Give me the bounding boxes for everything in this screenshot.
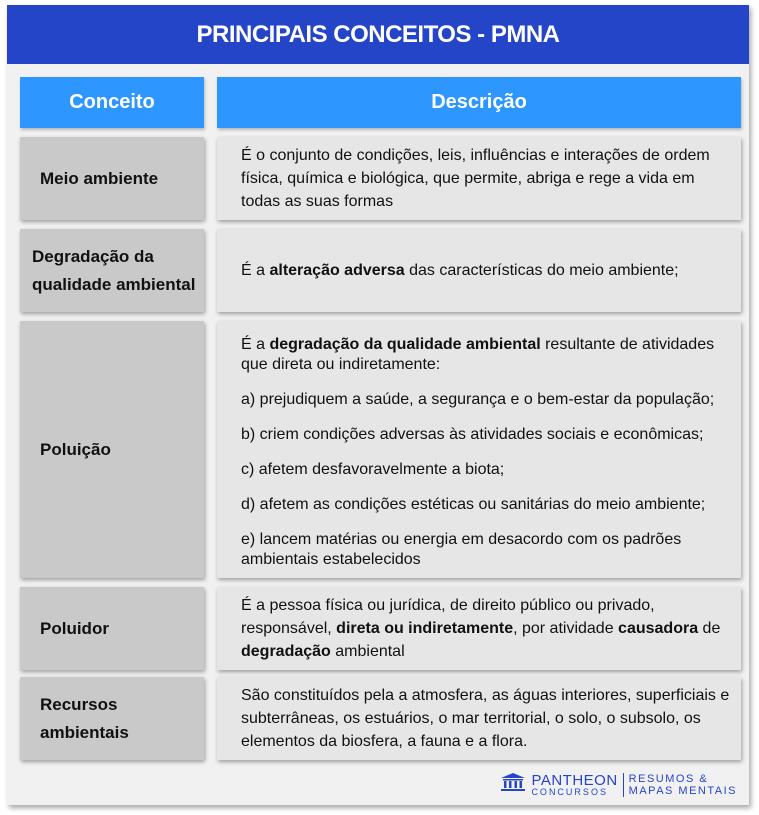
concept-poluidor bbox=[20, 587, 204, 670]
brand-logo bbox=[500, 772, 737, 797]
concept-poluicao bbox=[20, 321, 204, 578]
concept-degradacao bbox=[20, 229, 204, 312]
list-item: b) criem condições adversas às atividades sociais e econômicas; bbox=[241, 426, 704, 443]
description-intro: É a degradação da qualidade ambiental resultante de atividades que direta ou indiretamente: bbox=[241, 336, 715, 373]
concept-label-line1: Recursos bbox=[40, 694, 118, 714]
list-item: d) afetem as condições estéticas ou sanitárias do meio ambiente; bbox=[241, 496, 706, 513]
emphasis-text: alteração adversa bbox=[269, 262, 405, 279]
brand-tagline-line2: MAPAS MENTAIS bbox=[628, 784, 737, 797]
list-item: a) prejudiquem a saúde, a segurança e o bem-estar da população; bbox=[241, 391, 715, 408]
description-meio-ambiente bbox=[217, 137, 741, 220]
description-text: É a pessoa física ou jurídica, de direito público ou privado, responsável, direta ou indiretamente, por atividade causadora de degradação ambiental bbox=[241, 597, 721, 660]
brand-name: PANTHEON bbox=[531, 771, 618, 789]
concepts-card bbox=[7, 5, 749, 805]
pantheon-temple-icon bbox=[500, 772, 526, 797]
description-recursos bbox=[217, 677, 741, 760]
description-degradacao bbox=[217, 229, 741, 312]
emphasis-text: direta ou indiretamente bbox=[336, 620, 514, 637]
brand-tagline-line1: RESUMOS & bbox=[628, 772, 709, 785]
header-concept: Conceito bbox=[20, 77, 204, 128]
emphasis-text: degradação bbox=[241, 643, 331, 660]
header-description: Descrição bbox=[217, 77, 741, 128]
concept-label-line1: Degradação da bbox=[32, 246, 154, 266]
description-text: São constituídos pela a atmosfera, as águas interiores, superficiais e subterrâneas, os estuários, o mar territorial, o solo, o subsolo, os elementos da biosfera, a fauna e a flora. bbox=[241, 687, 730, 750]
page-title: PRINCIPAIS CONCEITOS - PMNA bbox=[7, 5, 749, 64]
brand-subtitle: CONCURSOS bbox=[531, 786, 608, 797]
brand-divider bbox=[623, 773, 624, 797]
concept-recursos bbox=[20, 677, 204, 760]
description-poluicao bbox=[217, 321, 741, 578]
concept-label: Meio ambiente bbox=[40, 168, 159, 188]
list-item: c) afetem desfavoravelmente a biota; bbox=[241, 461, 505, 478]
concept-meio-ambiente bbox=[20, 137, 204, 220]
description-poluidor bbox=[217, 587, 741, 670]
concept-label: Poluição bbox=[40, 439, 111, 459]
emphasis-text: causadora bbox=[618, 620, 699, 637]
concept-label: Poluidor bbox=[40, 618, 109, 638]
list-item: e) lancem matérias ou energia em desacordo com os padrões ambientais estabelecidos bbox=[241, 531, 682, 568]
concept-label-line2: ambientais bbox=[40, 722, 129, 742]
emphasis-text: degradação da qualidade ambiental bbox=[269, 336, 541, 353]
description-text: É o conjunto de condições, leis, influências e interações de ordem física, química e biológica, que permite, abriga e rege a vida em todas as suas formas bbox=[241, 147, 710, 210]
description-text: É a alteração adversa das características do meio ambiente; bbox=[241, 262, 679, 279]
concept-label-line2: qualidade ambiental bbox=[32, 274, 196, 294]
